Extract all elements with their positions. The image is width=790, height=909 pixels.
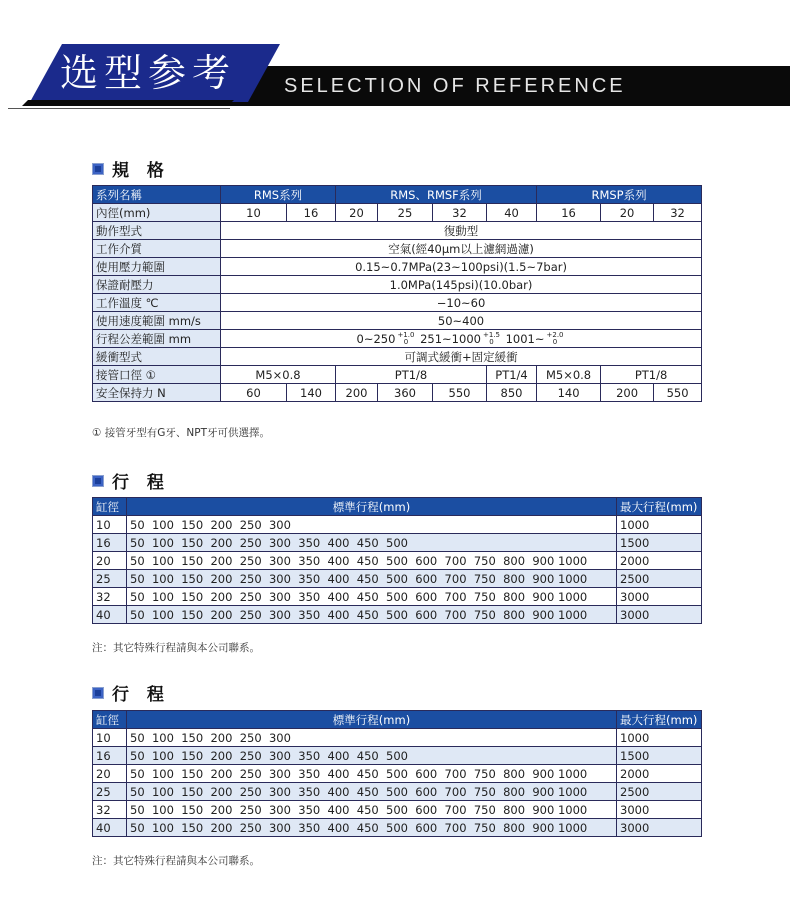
bore-cell: 10 — [93, 729, 127, 747]
table-row — [93, 606, 702, 624]
bore-cell: 32 — [433, 204, 487, 222]
tolerance-label: 行程公差範圍 mm — [93, 330, 221, 348]
tolerance-upper: +1.5 — [482, 331, 500, 339]
tolerance-lower: 0 — [489, 338, 494, 346]
table-row — [93, 570, 702, 588]
max-stroke-header: 最大行程(mm) — [617, 498, 702, 516]
table-row — [93, 588, 702, 606]
stroke2-note: 注：其它特殊行程請與本公司聯系。 — [92, 855, 260, 867]
spec-note: ① 接管牙型有G牙、NPT牙可供選擇。 — [92, 427, 270, 439]
tolerance-upper: +2.0 — [546, 331, 564, 339]
bore-cell: 32 — [93, 801, 127, 819]
stroke2-section-title — [92, 684, 170, 706]
bore-cell: 16 — [287, 204, 336, 222]
bore-cell: 16 — [537, 204, 601, 222]
series-rms: RMS系列 — [221, 186, 336, 204]
bore-cell: 16 — [93, 747, 127, 765]
strokes-cell: 50 100 150 200 250 300 350 400 450 500 600 700 750 800 900 1000 — [127, 552, 617, 570]
section-bullet-icon — [92, 475, 104, 487]
force-cell: 60 — [221, 384, 287, 402]
max-cell: 1000 — [617, 729, 702, 747]
force-cell: 550 — [654, 384, 702, 402]
max-cell: 2000 — [617, 765, 702, 783]
force-label: 安全保持力 N — [93, 384, 221, 402]
strokes-cell: 50 100 150 200 250 300 350 400 450 500 600 700 750 800 900 1000 — [127, 801, 617, 819]
force-cell: 850 — [487, 384, 537, 402]
max-cell: 1500 — [617, 534, 702, 552]
strokes-cell: 50 100 150 200 250 300 — [127, 516, 617, 534]
tolerance-lower: 0 — [552, 338, 558, 346]
bore-label: 內徑(mm) — [93, 204, 221, 222]
spec-row-value: 空氣(經40μm以上濾網過濾) — [221, 240, 702, 258]
spec-row-label: 保證耐壓力 — [93, 276, 221, 294]
tolerance-limits-3 — [547, 332, 564, 346]
force-cell: 140 — [537, 384, 601, 402]
spec-row-label: 工作介質 — [93, 240, 221, 258]
bore-cell: 16 — [93, 534, 127, 552]
bore-cell: 10 — [93, 516, 127, 534]
spec-row-value: 50~400 — [221, 312, 702, 330]
bore-cell: 25 — [378, 204, 433, 222]
stroke1-note: 注：其它特殊行程請與本公司聯系。 — [92, 642, 260, 654]
force-cell: 200 — [336, 384, 378, 402]
bore-cell: 25 — [93, 783, 127, 801]
standard-stroke-header: 標準行程(mm) — [127, 498, 617, 516]
strokes-cell: 50 100 150 200 250 300 — [127, 729, 617, 747]
spec-row-label: 使用壓力範圍 — [93, 258, 221, 276]
bore-cell: 32 — [654, 204, 702, 222]
spec-section-title — [92, 160, 170, 182]
port-cell: M5×0.8 — [537, 366, 601, 384]
bore-cell: 25 — [93, 570, 127, 588]
spec-row-value: 復動型 — [221, 222, 702, 240]
port-cell: PT1/8 — [601, 366, 702, 384]
stroke2-title-text: 行 程 — [112, 685, 170, 705]
strokes-cell: 50 100 150 200 250 300 350 400 450 500 600 700 750 800 900 1000 — [127, 570, 617, 588]
spec-row-value: 0.15~0.7MPa(23~100psi)(1.5~7bar) — [221, 258, 702, 276]
force-row — [93, 384, 702, 402]
table-row — [93, 729, 702, 747]
bore-cell: 20 — [93, 552, 127, 570]
bore-cell: 20 — [336, 204, 378, 222]
spec-header-row — [93, 186, 702, 204]
bore-row — [93, 204, 702, 222]
bore-header: 缸徑 — [93, 498, 127, 516]
strokes-cell: 50 100 150 200 250 300 350 400 450 500 600 700 750 800 900 1000 — [127, 606, 617, 624]
table-row — [93, 552, 702, 570]
max-cell: 1500 — [617, 747, 702, 765]
tolerance-upper: +1.0 — [397, 331, 415, 339]
strokes-cell: 50 100 150 200 250 300 350 400 450 500 — [127, 747, 617, 765]
port-cell: PT1/4 — [487, 366, 537, 384]
header-title-en: SELECTION OF REFERENCE — [284, 75, 626, 97]
max-cell: 3000 — [617, 819, 702, 837]
spec-title-text: 規 格 — [112, 161, 170, 181]
table-row — [93, 747, 702, 765]
tolerance-range-3: 1001~ — [505, 331, 545, 346]
bore-cell: 40 — [93, 606, 127, 624]
stroke1-header-row — [93, 498, 702, 516]
spec-row — [93, 258, 702, 276]
port-label: 接管口徑 ① — [93, 366, 221, 384]
max-cell: 3000 — [617, 588, 702, 606]
bore-cell: 20 — [93, 765, 127, 783]
max-cell: 3000 — [617, 606, 702, 624]
tolerance-range-1: 0~250 — [356, 331, 396, 346]
series-label: 系列名稱 — [93, 186, 221, 204]
table-row — [93, 534, 702, 552]
stroke1-title-text: 行 程 — [112, 473, 170, 493]
bore-cell: 10 — [221, 204, 287, 222]
table-row — [93, 801, 702, 819]
cushion-label: 緩衝型式 — [93, 348, 221, 366]
max-cell: 3000 — [617, 801, 702, 819]
stroke1-table — [92, 497, 702, 624]
max-cell: 2500 — [617, 783, 702, 801]
bore-header: 缸徑 — [93, 711, 127, 729]
stroke1-section-title — [92, 472, 170, 494]
cushion-row — [93, 348, 702, 366]
tolerance-value — [221, 330, 702, 348]
spec-row — [93, 222, 702, 240]
max-cell: 1000 — [617, 516, 702, 534]
standard-stroke-header: 標準行程(mm) — [127, 711, 617, 729]
max-cell: 2500 — [617, 570, 702, 588]
cushion-value: 可調式緩衝+固定緩衝 — [221, 348, 702, 366]
table-row — [93, 783, 702, 801]
strokes-cell: 50 100 150 200 250 300 350 400 450 500 600 700 750 800 900 1000 — [127, 819, 617, 837]
force-cell: 140 — [287, 384, 336, 402]
port-cell: PT1/8 — [336, 366, 487, 384]
max-stroke-header: 最大行程(mm) — [617, 711, 702, 729]
table-row — [93, 516, 702, 534]
tolerance-row — [93, 330, 702, 348]
header-underline — [8, 108, 230, 109]
bore-cell: 40 — [487, 204, 537, 222]
stroke2-header-row — [93, 711, 702, 729]
strokes-cell: 50 100 150 200 250 300 350 400 450 500 600 700 750 800 900 1000 — [127, 588, 617, 606]
spec-row-value: −10~60 — [221, 294, 702, 312]
section-bullet-icon — [92, 687, 104, 699]
spec-row — [93, 276, 702, 294]
bore-cell: 20 — [601, 204, 654, 222]
tolerance-limits-1 — [397, 332, 414, 346]
spec-row-value: 1.0MPa(145psi)(10.0bar) — [221, 276, 702, 294]
strokes-cell: 50 100 150 200 250 300 350 400 450 500 — [127, 534, 617, 552]
series-rms-rmsf: RMS、RMSF系列 — [336, 186, 537, 204]
bore-cell: 32 — [93, 588, 127, 606]
force-cell: 550 — [433, 384, 487, 402]
stroke2-table — [92, 710, 702, 837]
strokes-cell: 50 100 150 200 250 300 350 400 450 500 600 700 750 800 900 1000 — [127, 765, 617, 783]
tolerance-range-2: 251~1000 — [420, 331, 481, 346]
force-cell: 200 — [601, 384, 654, 402]
section-bullet-icon — [92, 163, 104, 175]
port-cell: M5×0.8 — [221, 366, 336, 384]
spec-row — [93, 294, 702, 312]
spec-row-label: 動作型式 — [93, 222, 221, 240]
max-cell: 2000 — [617, 552, 702, 570]
spec-row — [93, 240, 702, 258]
series-rmsp: RMSP系列 — [537, 186, 702, 204]
force-cell: 360 — [378, 384, 433, 402]
tolerance-lower: 0 — [403, 338, 409, 346]
strokes-cell: 50 100 150 200 250 300 350 400 450 500 600 700 750 800 900 1000 — [127, 783, 617, 801]
bore-cell: 40 — [93, 819, 127, 837]
spec-row — [93, 312, 702, 330]
table-row — [93, 819, 702, 837]
spec-row-label: 使用速度範圍 mm/s — [93, 312, 221, 330]
tolerance-limits-2 — [483, 332, 500, 346]
table-row — [93, 765, 702, 783]
port-row — [93, 366, 702, 384]
spec-table — [92, 185, 702, 402]
spec-row-label: 工作溫度 ℃ — [93, 294, 221, 312]
header-title-cn: 选型参考 — [60, 51, 237, 95]
